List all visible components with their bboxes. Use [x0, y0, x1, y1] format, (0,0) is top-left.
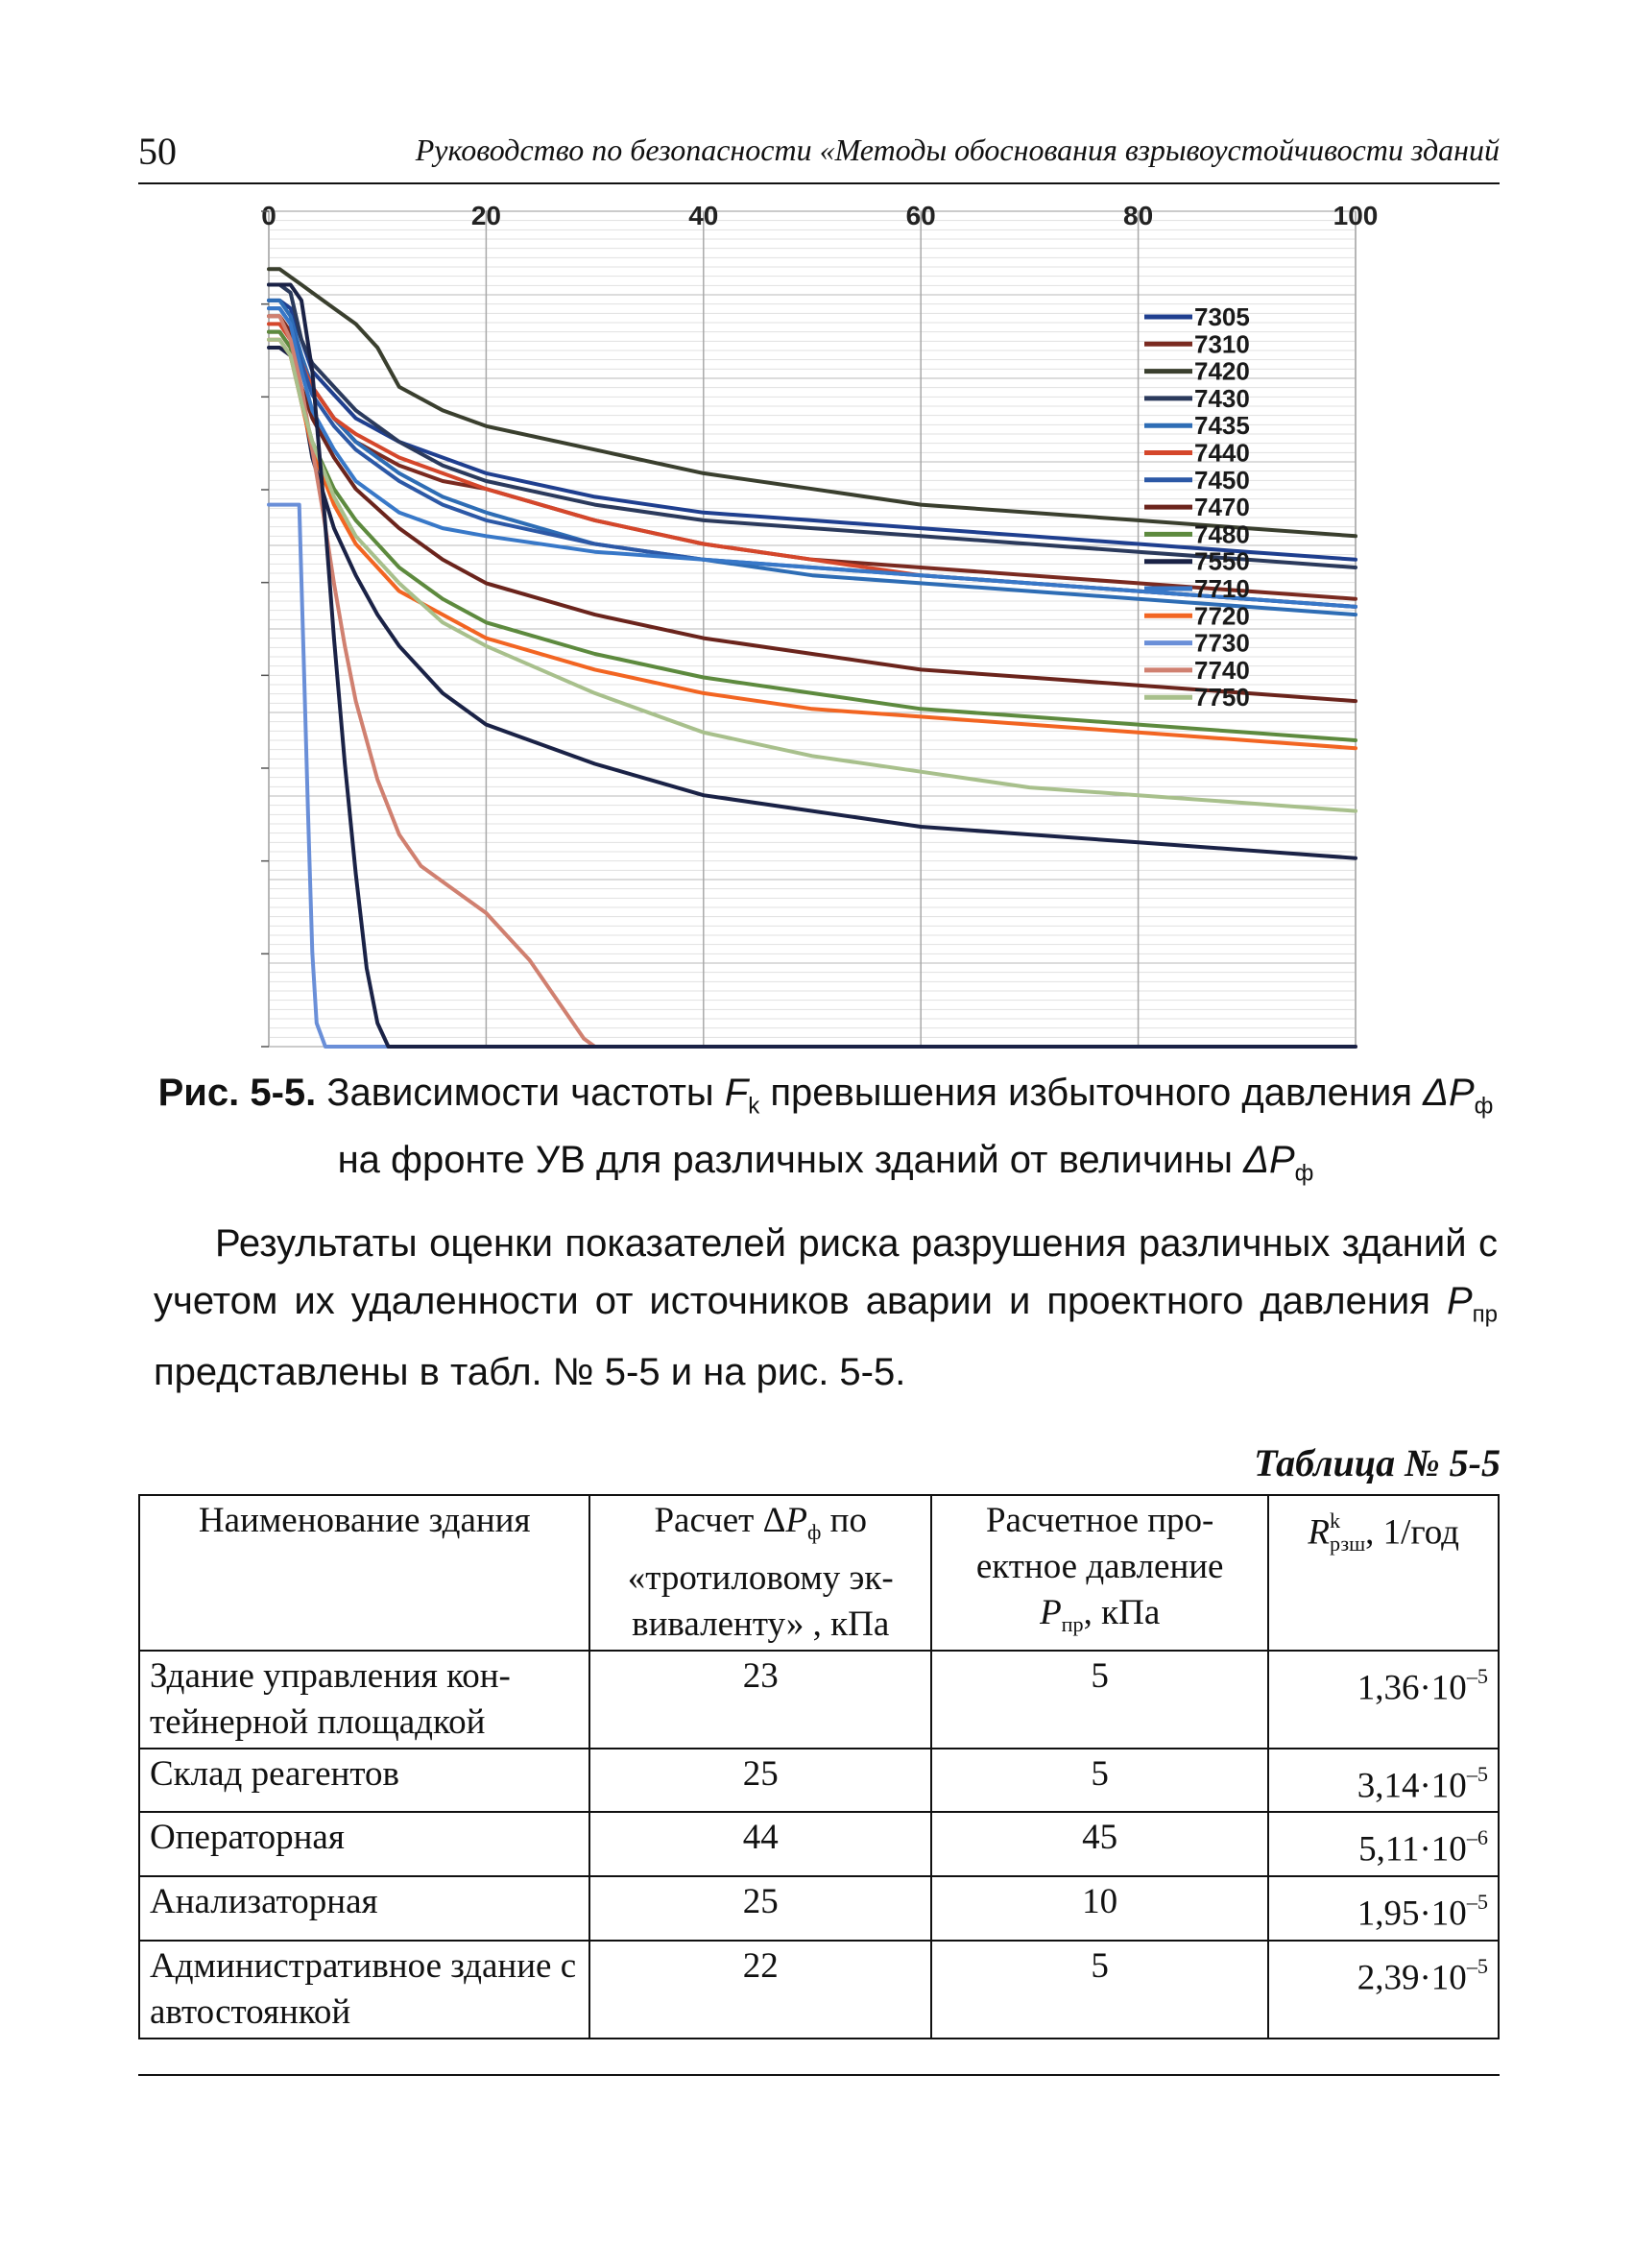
cell-building-name: Склад реагентов — [139, 1749, 589, 1813]
chart-svg — [252, 201, 1379, 1056]
table-row — [139, 1812, 1499, 1876]
legend-label: 7430 — [1194, 383, 1250, 413]
caption-text-2: превышения избыточного давления — [770, 1072, 1413, 1114]
table-row — [139, 1651, 1499, 1749]
header-risk-symbol: R — [1308, 1512, 1330, 1553]
cell-risk-mantissa: 1,95·10 — [1357, 1894, 1467, 1934]
cell-design-pressure: 10 — [931, 1876, 1268, 1941]
cell-risk-mantissa: 5,11·10 — [1358, 1830, 1467, 1870]
caption-symbol-dp: ΔP — [1423, 1072, 1475, 1114]
header-design-text-1: Расчетное проектное давление — [975, 1501, 1224, 1586]
cell-risk-mantissa: 1,36·10 — [1357, 1668, 1467, 1708]
cell-calc-pressure: 22 — [589, 1941, 931, 2039]
header-risk-text: , 1/год — [1365, 1512, 1459, 1553]
header-risk — [1268, 1495, 1499, 1651]
legend-label: 7720 — [1194, 601, 1250, 631]
header-design-symbol: P — [1040, 1593, 1062, 1632]
cell-risk — [1268, 1651, 1499, 1749]
caption-text-1: Зависимости частоты — [326, 1072, 714, 1114]
legend-label: 7710 — [1194, 574, 1250, 603]
x-tick-label: 80 — [1123, 201, 1154, 230]
cell-building-name: Здание управления контейнерной площадкой — [139, 1651, 589, 1749]
body-paragraph — [154, 1215, 1498, 1401]
header-calc-sub: ф — [807, 1519, 822, 1544]
header-calc-text-1: Расчет Δ — [654, 1501, 786, 1540]
legend-label: 7480 — [1194, 519, 1250, 549]
cell-design-pressure: 5 — [931, 1749, 1268, 1813]
cell-design-pressure: 5 — [931, 1941, 1268, 2039]
table-row — [139, 1876, 1499, 1941]
header-design-text-2: , кПа — [1083, 1593, 1161, 1632]
figure-caption — [154, 1066, 1498, 1201]
caption-symbol-f: F — [724, 1072, 749, 1114]
bottom-rule — [138, 2074, 1500, 2076]
header-building-name: Наименование здания — [139, 1495, 589, 1651]
results-table — [138, 1494, 1500, 2039]
page-number: 50 — [138, 130, 177, 173]
running-title: Руководство по безопасности «Методы обоснования взрывоустойчивости зданий — [415, 133, 1500, 167]
legend-label: 7305 — [1194, 302, 1250, 331]
cell-building-name: Операторная — [139, 1812, 589, 1876]
x-tick-label: 100 — [1333, 201, 1379, 230]
cell-risk — [1268, 1941, 1499, 2039]
table-title: Таблица № 5-5 — [1254, 1441, 1501, 1484]
cell-risk-exponent: –5 — [1466, 1890, 1488, 1915]
cell-risk — [1268, 1812, 1499, 1876]
x-tick-label: 60 — [905, 201, 936, 230]
x-tick-label: 40 — [688, 201, 719, 230]
caption-sub-f: ф — [1474, 1093, 1494, 1120]
caption-sub-k: k — [748, 1093, 760, 1120]
caption-label: Рис. 5-5. — [157, 1072, 317, 1114]
legend-label: 7435 — [1194, 411, 1250, 441]
legend-label: 7470 — [1194, 493, 1250, 522]
table-row — [139, 1941, 1499, 2039]
table-header-row — [139, 1495, 1499, 1651]
legend-label: 7750 — [1194, 683, 1250, 712]
header-design-pressure — [931, 1495, 1268, 1651]
header-risk-sup: k — [1329, 1508, 1341, 1532]
legend-label: 7440 — [1194, 438, 1250, 468]
header-calc-symbol: P — [785, 1501, 808, 1540]
cell-risk-mantissa: 3,14·10 — [1357, 1766, 1467, 1806]
cell-design-pressure: 45 — [931, 1812, 1268, 1876]
cell-risk — [1268, 1876, 1499, 1941]
paragraph-sub-pr: пр — [1472, 1301, 1498, 1328]
legend-label: 7730 — [1194, 628, 1250, 658]
cell-risk-exponent: –6 — [1466, 1825, 1488, 1850]
cell-building-name: Административное здание с автостоянкой — [139, 1941, 589, 2039]
cell-calc-pressure: 44 — [589, 1812, 931, 1876]
cell-risk-exponent: –5 — [1466, 1953, 1488, 1978]
caption-sub-f-2: ф — [1294, 1160, 1314, 1187]
paragraph-symbol-p: P — [1446, 1280, 1473, 1322]
legend-label: 7740 — [1194, 655, 1250, 685]
cell-risk-mantissa: 2,39·10 — [1357, 1958, 1467, 1998]
x-tick-label: 20 — [470, 201, 501, 230]
page-header — [138, 123, 1500, 184]
header-calc-text-2: по «тротиловому эквиваленту» , кПа — [627, 1501, 894, 1644]
cell-calc-pressure: 23 — [589, 1651, 931, 1749]
paragraph-text-1: Результаты оценки показателей риска разрушения различных зданий с учетом их удаленности от источников аварии и проектного давления — [154, 1222, 1498, 1322]
legend-label: 7310 — [1194, 329, 1250, 359]
caption-symbol-dp-2: ΔP — [1243, 1139, 1295, 1182]
legend-label: 7420 — [1194, 356, 1250, 386]
x-tick-label: 0 — [261, 201, 276, 230]
caption-text-3: на фронте УВ для различных зданий от величины — [337, 1139, 1233, 1182]
cell-calc-pressure: 25 — [589, 1876, 931, 1941]
table-row — [139, 1749, 1499, 1813]
cell-risk-exponent: –5 — [1466, 1663, 1488, 1688]
header-calc-pressure — [589, 1495, 931, 1651]
header-risk-sub: рзш — [1329, 1532, 1366, 1556]
cell-building-name: Анализаторная — [139, 1876, 589, 1941]
legend-label: 7550 — [1194, 546, 1250, 576]
cell-risk-exponent: –5 — [1466, 1761, 1488, 1786]
cell-calc-pressure: 25 — [589, 1749, 931, 1813]
cell-design-pressure: 5 — [931, 1651, 1268, 1749]
header-design-sub: пр — [1061, 1611, 1084, 1636]
cell-risk — [1268, 1749, 1499, 1813]
paragraph-text-2: представлены в табл. № 5-5 и на рис. 5-5. — [154, 1351, 906, 1394]
figure-chart — [252, 201, 1379, 1056]
legend-label: 7450 — [1194, 465, 1250, 495]
